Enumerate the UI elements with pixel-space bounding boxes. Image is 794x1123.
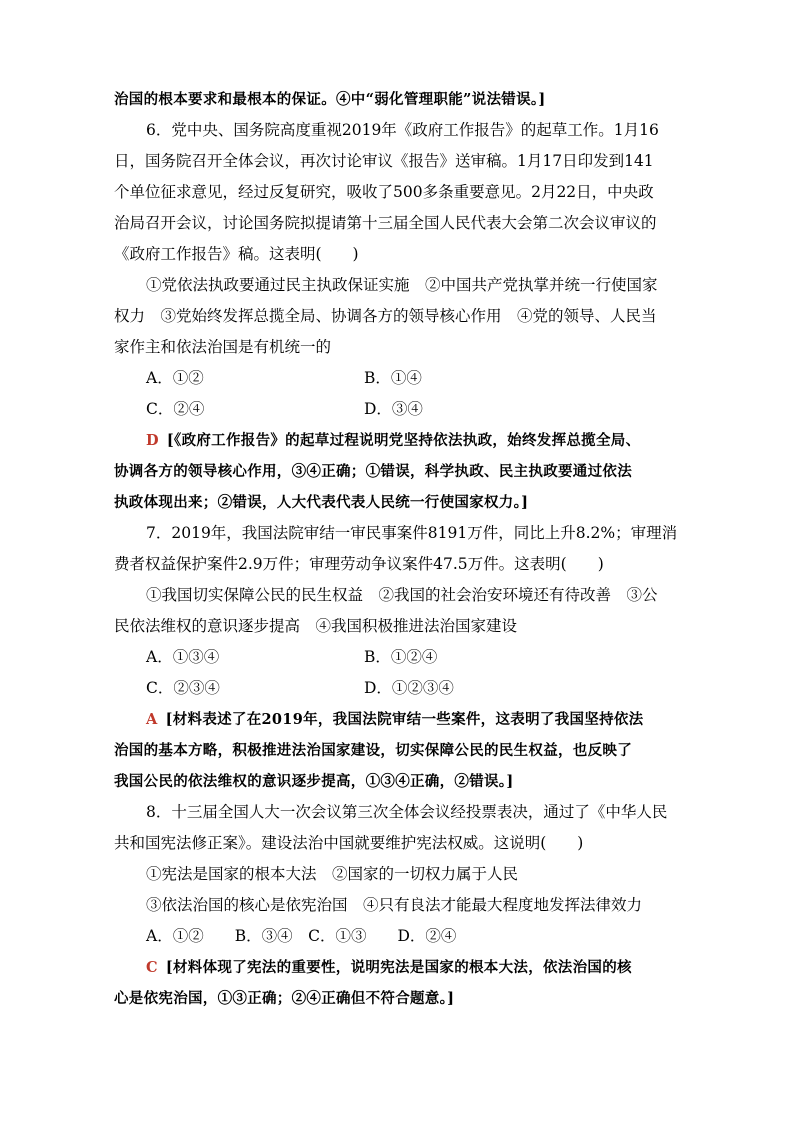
explanation-line [114,425,682,456]
option-a[interactable]: A．①③④ [146,648,220,666]
stem-line: 《政府工作报告》稿。这表明( ) [114,245,359,263]
question-6-statements [114,270,682,363]
option-c[interactable]: C．②④ [146,400,205,418]
option-a[interactable]: A．①② [146,369,204,387]
stem-line: 个单位征求意见，经过反复研究，吸收了500多条重要意见。2月22日，中央政 [114,183,654,201]
option-d[interactable]: D．③④ [364,400,423,418]
statement-line: ①党依法执政要通过民主执政保证实施 ②中国共产党执掌并统一行使国家 [146,276,658,294]
explanation-text: [材料表述了在2019年，我国法院审结一些案件，这表明了我国坚持依法 [165,711,644,728]
option-d[interactable]: D．①②③④ [364,679,454,697]
options-row[interactable]: A．①② B．③④ C．①③ D．②④ [146,927,457,945]
question-7-statements [114,580,682,642]
explanation-line: 治国的基本方略，积极推进法治国家建设，切实保障公民的民生权益，也反映了 [114,742,632,759]
option-c[interactable]: C．②③④ [146,679,220,697]
question-6-stem [114,115,682,270]
answer-letter: A [146,711,158,728]
explanation-text: [《政府工作报告》的起草过程说明党坚持依法执政，始终发挥总揽全局、 [166,432,641,449]
answer-letter: C [146,959,158,976]
question-7-options [114,642,682,704]
statement-line: ③依法治国的核心是依宪治国 ④只有良法才能最大程度地发挥法律效力 [146,896,643,914]
options-row [114,394,682,425]
stem-line: 8．十三届全国人大一次会议第三次全体会议经投票表决，通过了《中华人民 [146,803,668,821]
stem-line: 共和国宪法修正案》。建设法治中国就要维护宪法权威。这说明( ) [114,834,584,852]
explanation-line [114,704,682,735]
statement-line: 家作主和依法治国是有机统一的 [114,338,332,356]
stem-line: 6．党中央、国务院高度重视2019年《政府工作报告》的起草工作。1月16 [146,121,659,139]
question-8-explanation [114,952,682,1014]
options-row [114,642,682,673]
question-8-stem [114,797,682,859]
page-content [114,84,682,1014]
question-8-statements [114,859,682,921]
stem-line: 治局召开会议，讨论国务院拟提请第十三届全国人民代表大会第二次会议审议的 [114,214,657,232]
option-b[interactable]: B．①②④ [364,648,438,666]
answer-letter: D [146,432,159,449]
explanation-line: 心是依宪治国，①③正确；②④正确但不符合题意。] [114,990,455,1007]
stem-line: 费者权益保护案件2.9万件；审理劳动争议案件47.5万件。这表明( ) [114,555,604,573]
explanation-line: 我国公民的依法维权的意识逐步提高，①③④正确，②错误。] [114,773,514,790]
options-row [114,673,682,704]
stem-line: 日，国务院召开全体会议，再次讨论审议《报告》送审稿。1月17日印发到141 [114,152,654,170]
question-6-options [114,363,682,425]
options-row [114,363,682,394]
statement-line: 民依法维权的意识逐步提高 ④我国积极推进法治国家建设 [114,617,518,635]
explanation-line: 执政体现出来；②错误，人大代表代表人民统一行使国家权力。] [114,494,529,511]
explanation-line: 协调各方的领导核心作用，③④正确；①错误，科学执政、民主执政要通过依法 [114,463,632,480]
explanation-line: 治国的根本要求和最根本的保证。④中“弱化管理职能”说法错误。] [114,91,546,108]
option-b[interactable]: B．①④ [364,369,422,387]
statement-line: 权力 ③党始终发挥总揽全局、协调各方的领导核心作用 ④党的领导、人民当 [114,307,657,325]
question-7-explanation [114,704,682,797]
statement-line: ①我国切实保障公民的民生权益 ②我国的社会治安环境还有待改善 ③公 [146,586,658,604]
statement-line: ①宪法是国家的根本大法 ②国家的一切权力属于人民 [146,865,519,883]
question-6-explanation [114,425,682,518]
question-7-stem [114,518,682,580]
explanation-line [114,952,682,983]
stem-line: 7．2019年，我国法院审结一审民事案件8191万件，同比上升8.2%；审理消 [146,524,678,542]
explanation-text: [材料体现了宪法的重要性，说明宪法是国家的根本大法，依法治国的核 [165,959,632,976]
question-8-options [114,921,682,952]
